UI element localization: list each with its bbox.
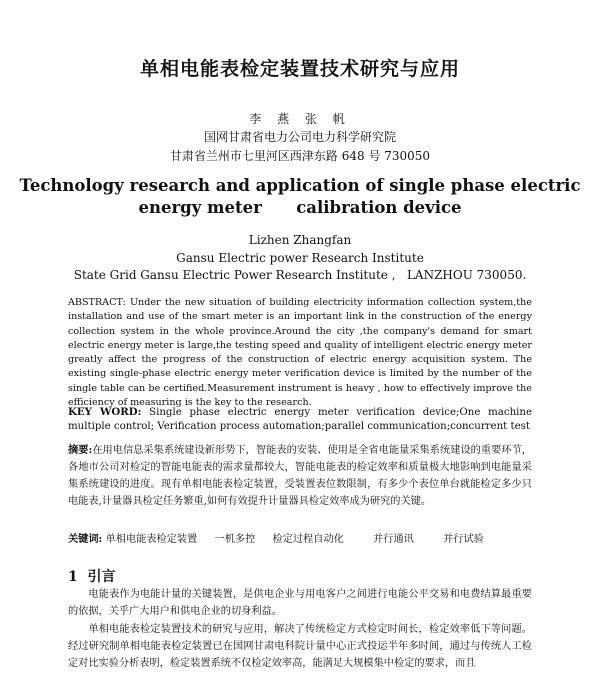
title-zh: 单相电能表检定装置技术研究与应用 [139,58,460,80]
authors-en: Lizhen Zhangfan [248,233,352,247]
keyword-en [68,405,532,435]
address-zh: 甘肃省兰州市七里河区西津东路 648 号 730050 [169,149,431,163]
abstract-en [68,296,532,410]
authors-zh: 李 燕 张 帆 [249,112,351,126]
institution-en: Gansu Electric power Research Institute [176,251,424,265]
title-en-line1: Technology research and application of single phase electric [19,176,581,195]
title-en [0,175,600,219]
keyword-zh-item: 并行试验 [443,534,484,545]
abstract-en-label: ABSTRACT: [68,297,126,308]
keyword-en-text: Single phase electric energy meter verification device;One machine multiple control; Verification process automation;parallel communication;concurrent test [68,407,532,433]
abstract-en-text: Under the new situation of building electricity information collection system,the installation and use of the smart meter is an important link in the construction of the energy collection system in the whole province.Around the city ,the company's demand for smart electric energy meter is large,the testing speed and quality of intelligent electric energy meter greatly affect the progress of the construction of electric energy acquisition system. The existing single-phase electric energy meter verification device is limited by the number of the single table can be certified.Measurement instrument is heavy , how to effectively improve the efficiency of measuring is the key to the research. [68,297,532,409]
keywords-zh [68,530,498,545]
institution-zh: 国网甘肃省电力公司电力科学研究院 [203,130,396,144]
keyword-zh-item: 单相电能表检定装置 [105,534,198,545]
abstract-zh-text: 在用电信息采集系统建设新形势下，智能表的安装、使用是全省电能量采集系统建设的重要环节，各地市公司对检定的智能电能表的需求量都较大，智能电能表的检定效率和质量极大地影响到电能量采集系统建设的进度。现有单相电能表检定装置，受装置表位数限制，有多少个表位单台就能检定多少只电能表,计量器具检定任务繁重,如何有效提升计量器具检定效率成为研究的关键。 [68,445,532,507]
keyword-zh-item: 并行通讯 [373,534,414,545]
title-en-line2: energy meter calibration device [138,198,462,217]
abstract-zh [68,442,532,510]
keyword-zh-item: 检定过程自动化 [272,534,344,545]
keyword-en-label: KEY WORD: [68,406,142,418]
address-en: State Grid Gansu Electric Power Research Institute , LANZHOU 730050. [73,268,527,282]
section-heading: 1 引言 [68,569,116,585]
body-paragraph-1: 电能表作为电能计量的关键装置，是供电企业与用电客户之间进行电能公平交易和电费结算最重要的依据，关乎广大用户和供电企业的切身利益。 [68,589,532,617]
keywords-zh-label: 关键词: [68,533,103,545]
abstract-zh-label: 摘要: [68,444,93,456]
body-paragraph-2: 单相电能表检定装置技术的研究与应用，解决了传统检定方式检定时间长，检定效率低下等问题。经过研究制单相电能表检定装置已在国网甘肃电科院计量中心正式投运半年多时间，通过与传统人工检定对比实验分析表明，检定装置系统不仅检定效率高，能满足大规模集中检定的要求，而且 [68,624,532,669]
keyword-zh-item: 一机多控 [214,534,256,545]
